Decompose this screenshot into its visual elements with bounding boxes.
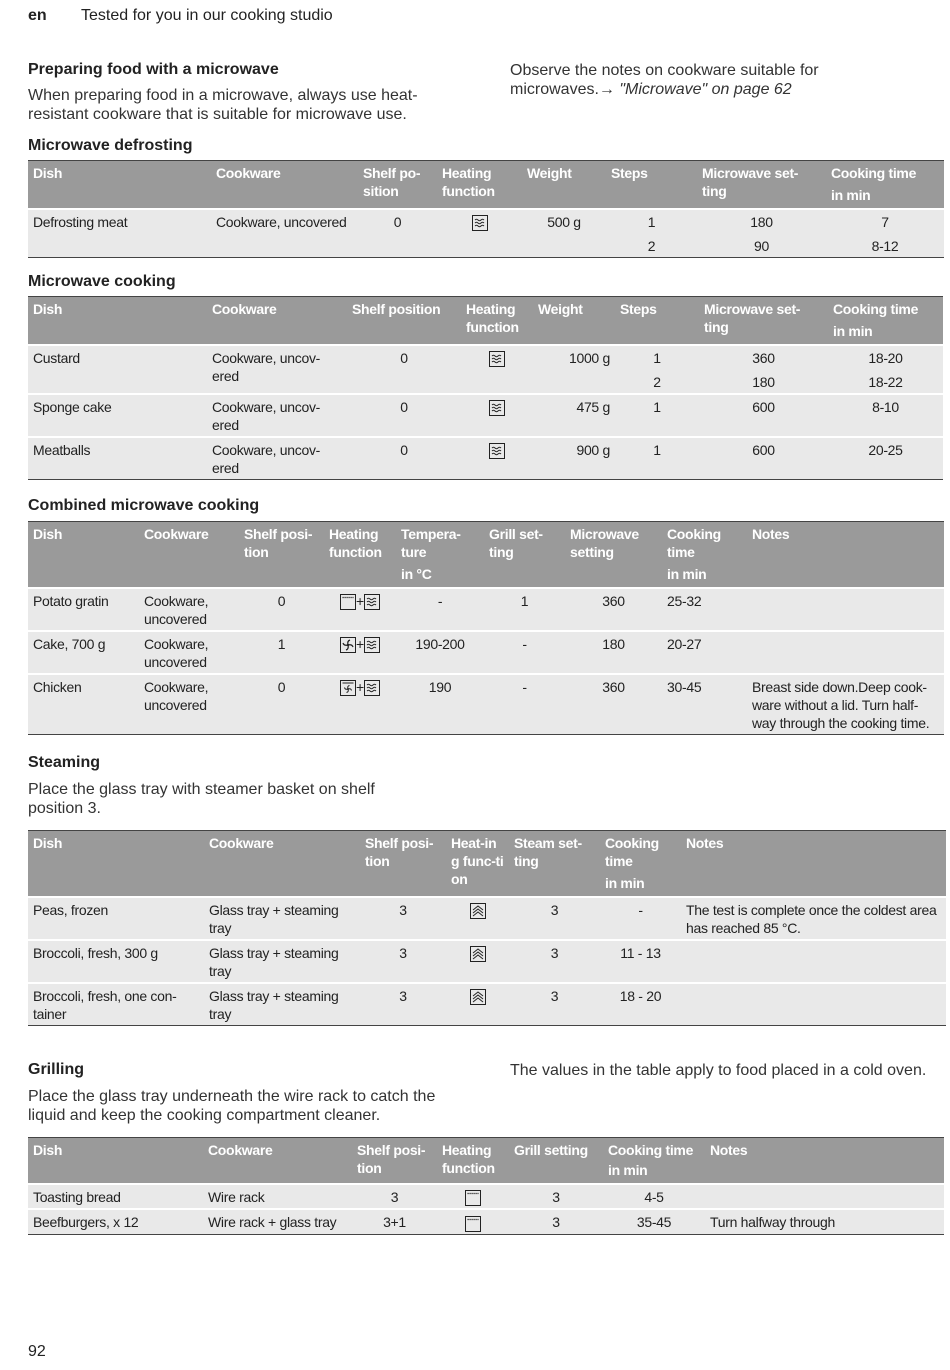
time-2: 8-12 [871, 238, 899, 254]
dish-cell: Toasting bread [28, 1184, 203, 1209]
table-row [28, 674, 944, 735]
cookware-cell: Cookware, uncovered [139, 631, 239, 674]
col-heating: Heating function [324, 522, 396, 589]
steps-cell [615, 345, 699, 394]
time-1: 20-25 [868, 442, 903, 458]
time-1: 7 [881, 214, 889, 230]
table-row [28, 1209, 944, 1234]
section-heading-microwave-cooking: Microwave cooking [28, 273, 176, 290]
section-heading-steaming: Steaming [28, 754, 101, 771]
time-1: 18-20 [868, 350, 903, 366]
col-cooking-time-unit: in min [608, 1162, 648, 1178]
table-row [28, 897, 946, 940]
time-1: 8-10 [872, 399, 899, 415]
col-cookware: Cookware [207, 297, 347, 346]
col-dish: Dish [28, 522, 139, 589]
dish-cell: Chicken [28, 674, 139, 735]
dish-cell: Cake, 700 g [28, 631, 139, 674]
col-cooking-time [603, 1138, 705, 1185]
col-temperature-label: Tempera-ture [401, 526, 461, 560]
dish-cell: Defrosting meat [28, 209, 211, 258]
notes-cell: The test is complete once the coldest area has reached 85 °C. [681, 897, 946, 940]
col-notes: Notes [705, 1138, 944, 1185]
col-weight: Weight [522, 161, 606, 210]
hot-air-icon [340, 637, 356, 653]
heating-cell [437, 1184, 509, 1209]
steaming-text: Place the glass tray with steamer basket on shelf position 3. [28, 781, 375, 817]
col-temperature-unit: in °C [401, 566, 432, 582]
steam-icon [470, 903, 486, 919]
dish-cell: Broccoli, fresh, 300 g [28, 940, 204, 983]
grill-setting-cell: 1 [484, 588, 565, 631]
section-heading-microwave: Preparing food with a microwave [28, 61, 279, 78]
col-cookware: Cookware [203, 1138, 352, 1185]
table-header-row [28, 1138, 944, 1185]
section-heading-grilling: Grilling [28, 1061, 84, 1078]
col-cooking-time [826, 161, 944, 210]
step-1: 1 [653, 399, 661, 415]
shelf-cell: 3+1 [352, 1209, 437, 1234]
steps-cell [606, 209, 697, 258]
heating-cell [446, 983, 509, 1026]
notes-cell [747, 631, 944, 674]
language-code: en [28, 7, 47, 24]
table-row [28, 588, 944, 631]
weight-cell: 900 g [533, 437, 615, 480]
col-shelf: Shelf po-sition [358, 161, 437, 210]
col-heating: Heating function [461, 297, 533, 346]
shelf-cell: 3 [360, 897, 446, 940]
col-heating: Heating function [437, 1138, 509, 1185]
cookware-cell: Wire rack [203, 1184, 352, 1209]
mw-setting-2: 180 [752, 374, 775, 390]
arrow-right-icon: → [598, 81, 615, 98]
col-cookware: Cookware [204, 831, 360, 898]
col-cooking-time-label: Cooking time [667, 526, 721, 560]
col-cooking-time-unit: in min [667, 566, 707, 582]
col-shelf: Shelf posi-tion [352, 1138, 437, 1185]
grill-icon [340, 594, 356, 610]
microwave-icon [364, 637, 380, 653]
temperature-cell: 190 [396, 674, 484, 735]
circotherm-grill-icon [340, 680, 356, 696]
col-notes: Notes [747, 522, 944, 589]
grilling-text: Place the glass tray underneath the wire rack to catch the liquid and keep the cooking compartment cleaner. [28, 1088, 436, 1124]
col-grill-setting: Grill set-ting [484, 522, 565, 589]
microwave-icon [364, 680, 380, 696]
cookware-cell: Cookware, uncov-ered [207, 394, 347, 437]
page-number: 92 [28, 1343, 46, 1360]
grill-setting-cell: - [484, 674, 565, 735]
microwave-setting-cell: 180 [565, 631, 662, 674]
plus-sign: + [356, 679, 364, 695]
table-row [28, 437, 943, 480]
step-1: 1 [653, 350, 661, 366]
heating-cell [324, 674, 396, 735]
col-notes: Notes [681, 831, 946, 898]
microwave-setting-cell [699, 437, 828, 480]
shelf-cell: 0 [347, 394, 461, 437]
time-2: 18-22 [868, 374, 903, 390]
mw-setting-1: 600 [752, 442, 775, 458]
table-header-row [28, 831, 946, 898]
col-cooking-time-label: Cooking time [605, 835, 659, 869]
dish-cell: Beefburgers, x 12 [28, 1209, 203, 1234]
cookware-cell: Cookware, uncovered [139, 588, 239, 631]
cookware-cell: Cookware, uncov-ered [207, 437, 347, 480]
table-header-row [28, 297, 943, 346]
col-temperature [396, 522, 484, 589]
notes-cell [747, 588, 944, 631]
cooking-time-cell: 25-32 [662, 588, 747, 631]
notes-cell [681, 983, 946, 1026]
grill-setting-cell: - [484, 631, 565, 674]
steam-setting-cell: 3 [509, 940, 600, 983]
col-shelf: Shelf posi-tion [239, 522, 324, 589]
section-heading-combined: Combined microwave cooking [28, 497, 260, 514]
col-dish: Dish [28, 1138, 203, 1185]
table-row [28, 1184, 944, 1209]
col-weight: Weight [533, 297, 615, 346]
shelf-cell: 1 [239, 631, 324, 674]
table-row [28, 940, 946, 983]
heating-cell [437, 209, 522, 258]
col-microwave-setting: Microwave set-ting [697, 161, 826, 210]
table-row [28, 631, 944, 674]
weight-cell: 1000 g [533, 345, 615, 394]
cookware-cell: Cookware, uncovered [211, 209, 358, 258]
col-cooking-time [600, 831, 681, 898]
section-heading-defrosting: Microwave defrosting [28, 137, 193, 154]
notes-cell: Breast side down.Deep cook-ware without a lid. Turn half-way through the cooking time. [747, 674, 944, 735]
microwave-icon [489, 351, 505, 367]
heating-cell [461, 345, 533, 394]
cooking-time-cell: 18 - 20 [600, 983, 681, 1026]
microwave-icon [472, 215, 488, 231]
heating-cell [461, 394, 533, 437]
grilling-table [28, 1137, 944, 1235]
microwave-icon [364, 594, 380, 610]
steaming-table [28, 830, 946, 1026]
cookware-cell: Cookware, uncovered [139, 674, 239, 735]
microwave-setting-cell [697, 209, 826, 258]
shelf-cell: 0 [239, 674, 324, 735]
notes-cell [681, 940, 946, 983]
col-microwave-setting: Microwave set-ting [699, 297, 828, 346]
cookware-cell: Wire rack + glass tray [203, 1209, 352, 1234]
cooking-time-cell: 4-5 [603, 1184, 705, 1209]
weight-cell: 475 g [533, 394, 615, 437]
cooking-time-cell: 11 - 13 [600, 940, 681, 983]
col-cooking-time-label: Cooking time [833, 301, 919, 317]
microwave-setting-cell [699, 394, 828, 437]
cookware-cell: Cookware, uncov-ered [207, 345, 347, 394]
cooking-time-cell: 30-45 [662, 674, 747, 735]
table-header-row [28, 522, 944, 589]
microwave-page-link[interactable]: "Microwave" on page 62 [619, 81, 792, 98]
col-cookware: Cookware [211, 161, 358, 210]
steam-icon [470, 946, 486, 962]
full-grill-icon [465, 1190, 481, 1206]
shelf-cell: 3 [360, 983, 446, 1026]
dish-cell: Meatballs [28, 437, 207, 480]
cooking-time-cell: - [600, 897, 681, 940]
cookware-note-text: Observe the notes on cookware suitable for microwaves. [510, 62, 819, 98]
cookware-cell: Glass tray + steaming tray [204, 940, 360, 983]
col-cookware: Cookware [139, 522, 239, 589]
heating-cell [437, 1209, 509, 1234]
table-row [28, 983, 946, 1026]
heating-cell [324, 588, 396, 631]
microwave-icon [489, 443, 505, 459]
table-header-row [28, 161, 944, 210]
temperature-cell: - [396, 588, 484, 631]
dish-cell: Custard [28, 345, 207, 394]
mw-setting-1: 360 [752, 350, 775, 366]
step-1: 1 [653, 442, 661, 458]
col-heating: Heat-ing func-tion [446, 831, 509, 898]
microwave-setting-cell: 360 [565, 588, 662, 631]
weight-cell: 500 g [522, 209, 606, 258]
temperature-cell: 190-200 [396, 631, 484, 674]
microwave-setting-cell: 360 [565, 674, 662, 735]
dish-cell: Sponge cake [28, 394, 207, 437]
col-dish: Dish [28, 831, 204, 898]
shelf-cell: 0 [347, 345, 461, 394]
col-cooking-time-label: Cooking time [831, 165, 917, 181]
col-cooking-time [662, 522, 747, 589]
col-grill-setting: Grill setting [509, 1138, 603, 1185]
cookware-cell: Glass tray + steaming tray [204, 983, 360, 1026]
heating-cell [461, 437, 533, 480]
cooking-time-cell [828, 437, 943, 480]
notes-cell [705, 1184, 944, 1209]
col-cooking-time-unit: in min [833, 323, 873, 339]
dish-cell: Broccoli, fresh, one con-tainer [28, 983, 204, 1026]
col-dish: Dish [28, 297, 207, 346]
table-row [28, 345, 943, 394]
dish-cell: Potato gratin [28, 588, 139, 631]
steam-icon [470, 989, 486, 1005]
heating-cell [446, 897, 509, 940]
grilling-note: The values in the table apply to food placed in a cold oven. [510, 1062, 927, 1079]
col-cooking-time-unit: in min [605, 875, 645, 891]
table-row [28, 209, 944, 258]
col-dish: Dish [28, 161, 211, 210]
step-2: 2 [653, 374, 661, 390]
microwave-setting-cell [699, 345, 828, 394]
shelf-cell: 3 [360, 940, 446, 983]
cooking-time-cell: 35-45 [603, 1209, 705, 1234]
plus-sign: + [356, 636, 364, 652]
steam-setting-cell: 3 [509, 897, 600, 940]
steps-cell [615, 437, 699, 480]
heating-cell [446, 940, 509, 983]
shelf-cell: 3 [352, 1184, 437, 1209]
col-microwave-setting: Microwave setting [565, 522, 662, 589]
cookware-note [510, 61, 890, 99]
col-steps: Steps [606, 161, 697, 210]
mw-setting-1: 180 [750, 214, 773, 230]
steps-cell [615, 394, 699, 437]
cooking-time-cell [828, 345, 943, 394]
combined-cooking-table [28, 521, 944, 735]
steam-setting-cell: 3 [509, 983, 600, 1026]
col-cooking-time-label: Cooking time [608, 1142, 694, 1158]
running-header-title: Tested for you in our cooking studio [81, 7, 333, 24]
notes-cell: Turn halfway through [705, 1209, 944, 1234]
col-cooking-time [828, 297, 943, 346]
col-steam-setting: Steam set-ting [509, 831, 600, 898]
table-row [28, 394, 943, 437]
microwave-cooking-table [28, 296, 943, 480]
grill-setting-cell: 3 [509, 1209, 603, 1234]
heating-cell [324, 631, 396, 674]
dish-cell: Peas, frozen [28, 897, 204, 940]
microwave-icon [489, 400, 505, 416]
grill-setting-cell: 3 [509, 1184, 603, 1209]
plus-sign: + [356, 593, 364, 609]
col-shelf: Shelf posi-tion [360, 831, 446, 898]
cooking-time-cell [828, 394, 943, 437]
mw-setting-2: 90 [754, 238, 769, 254]
mw-setting-1: 600 [752, 399, 775, 415]
intro-text: When preparing food in a microwave, always use heat-resistant cookware that is suitable for microwave use. [28, 87, 418, 123]
step-1: 1 [647, 214, 656, 230]
shelf-cell: 0 [358, 209, 437, 258]
shelf-cell: 0 [239, 588, 324, 631]
step-2: 2 [647, 238, 656, 254]
defrosting-table [28, 160, 944, 258]
col-heating: Heating function [437, 161, 522, 210]
cooking-time-cell: 20-27 [662, 631, 747, 674]
shelf-cell: 0 [347, 437, 461, 480]
col-steps: Steps [615, 297, 699, 346]
cooking-time-cell [826, 209, 944, 258]
col-cooking-time-unit: in min [831, 187, 871, 203]
full-grill-icon [465, 1216, 481, 1232]
col-shelf: Shelf position [347, 297, 461, 346]
cookware-cell: Glass tray + steaming tray [204, 897, 360, 940]
